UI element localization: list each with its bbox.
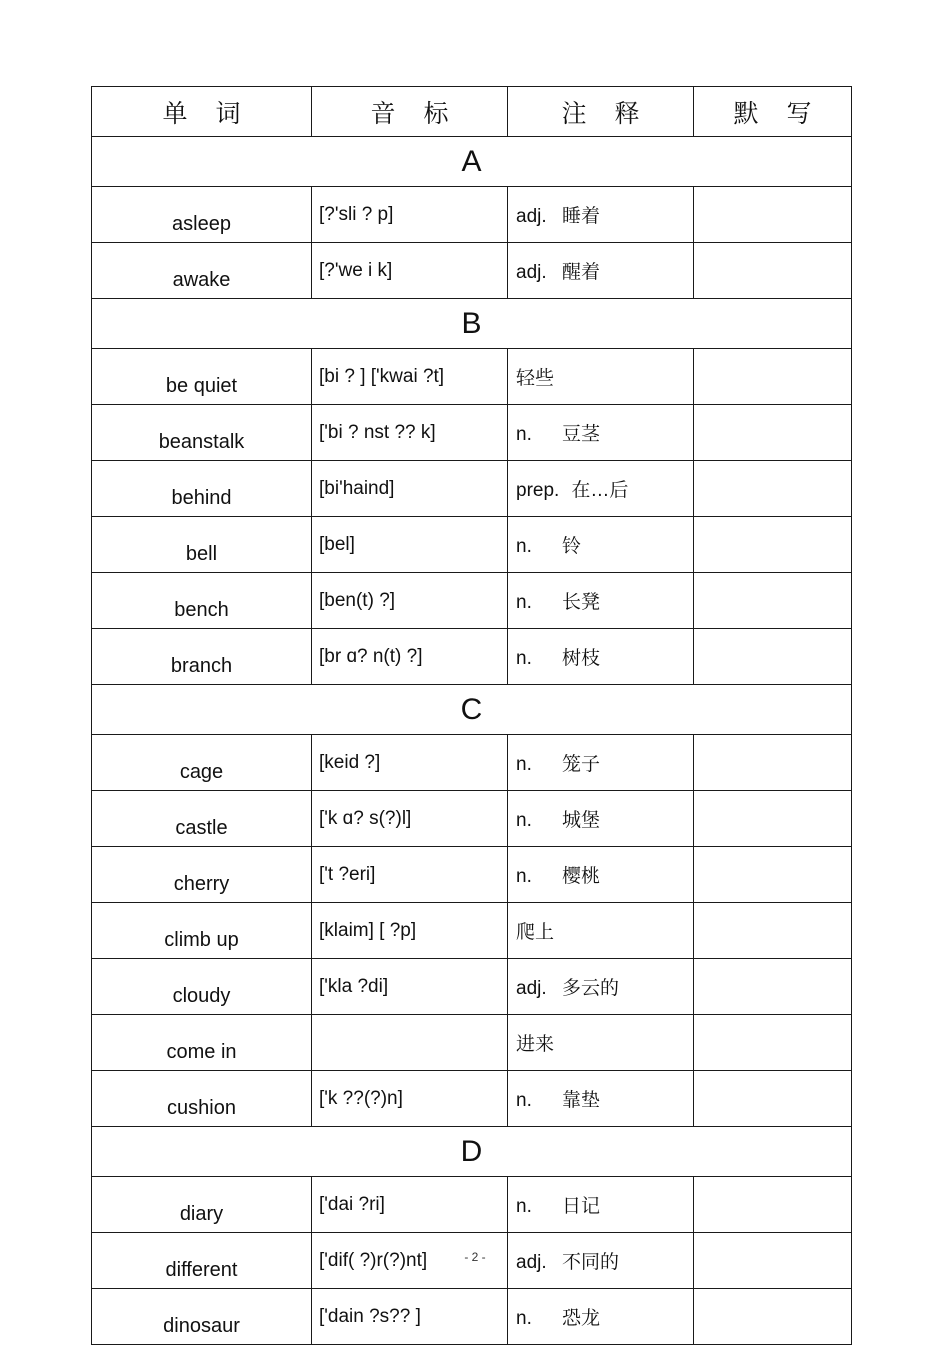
meaning-text: 靠垫 <box>562 1090 601 1111</box>
section-header-row <box>92 685 852 735</box>
meaning-cell <box>508 187 694 243</box>
word-cell: come in <box>92 1015 312 1071</box>
word-cell: cloudy <box>92 959 312 1015</box>
section-letter: D <box>92 1127 852 1177</box>
part-of-speech: adj. <box>516 1252 547 1273</box>
part-of-speech: n. <box>516 536 532 557</box>
word-cell: bell <box>92 517 312 573</box>
header-phonetic: 音标 <box>312 87 508 137</box>
dictation-cell[interactable] <box>694 405 852 461</box>
section-letter: C <box>92 685 852 735</box>
meaning-cell <box>508 517 694 573</box>
table-row <box>92 573 852 629</box>
part-of-speech: adj. <box>516 206 547 227</box>
part-of-speech: n. <box>516 810 532 831</box>
phonetic-cell: [?'sli ? p] <box>312 187 508 243</box>
table-row <box>92 735 852 791</box>
dictation-cell[interactable] <box>694 791 852 847</box>
meaning-text: 进来 <box>516 1034 555 1055</box>
table-row <box>92 903 852 959</box>
meaning-cell <box>508 735 694 791</box>
dictation-cell[interactable] <box>694 735 852 791</box>
section-header-row <box>92 299 852 349</box>
dictation-cell[interactable] <box>694 349 852 405</box>
part-of-speech: n. <box>516 866 532 887</box>
meaning-text: 笼子 <box>562 754 601 775</box>
meaning-cell <box>508 573 694 629</box>
header-meaning: 注释 <box>508 87 694 137</box>
word-cell: branch <box>92 629 312 685</box>
word-cell: beanstalk <box>92 405 312 461</box>
section-letter: B <box>92 299 852 349</box>
part-of-speech: n. <box>516 1090 532 1111</box>
meaning-text: 在…后 <box>571 480 629 501</box>
phonetic-cell: [keid ?] <box>312 735 508 791</box>
meaning-text: 轻些 <box>516 368 555 389</box>
word-cell: asleep <box>92 187 312 243</box>
dictation-cell[interactable] <box>694 461 852 517</box>
table-row <box>92 1071 852 1127</box>
phonetic-cell <box>312 1015 508 1071</box>
dictation-cell[interactable] <box>694 629 852 685</box>
part-of-speech: prep. <box>516 480 560 501</box>
section-letter: A <box>92 137 852 187</box>
word-cell: bench <box>92 573 312 629</box>
page-number: - 2 - <box>464 1250 486 1264</box>
meaning-text: 樱桃 <box>562 866 601 887</box>
meaning-cell <box>508 1289 694 1345</box>
meaning-cell <box>508 629 694 685</box>
meaning-cell <box>508 349 694 405</box>
meaning-text: 睡着 <box>562 206 601 227</box>
dictation-cell[interactable] <box>694 959 852 1015</box>
word-cell: awake <box>92 243 312 299</box>
meaning-text: 多云的 <box>562 978 620 999</box>
meaning-cell <box>508 243 694 299</box>
word-cell: climb up <box>92 903 312 959</box>
phonetic-cell: ['dai ?ri] <box>312 1177 508 1233</box>
table-row <box>92 349 852 405</box>
meaning-cell <box>508 1071 694 1127</box>
meaning-text: 树枝 <box>562 648 601 669</box>
part-of-speech: n. <box>516 1308 532 1329</box>
header-word: 单词 <box>92 87 312 137</box>
word-cell: different <box>92 1233 312 1289</box>
phonetic-cell: [bi'haind] <box>312 461 508 517</box>
dictation-cell[interactable] <box>694 1015 852 1071</box>
table-header-row <box>92 87 852 137</box>
table-row <box>92 1177 852 1233</box>
phonetic-cell: [?'we i k] <box>312 243 508 299</box>
table-row <box>92 1015 852 1071</box>
dictation-cell[interactable] <box>694 1177 852 1233</box>
meaning-text: 豆茎 <box>562 424 601 445</box>
meaning-text: 不同的 <box>562 1252 620 1273</box>
word-cell: cage <box>92 735 312 791</box>
word-cell: behind <box>92 461 312 517</box>
phonetic-cell: ['dain ?s?? ] <box>312 1289 508 1345</box>
table-row <box>92 959 852 1015</box>
meaning-text: 醒着 <box>562 262 601 283</box>
word-cell: cherry <box>92 847 312 903</box>
word-cell: dinosaur <box>92 1289 312 1345</box>
dictation-cell[interactable] <box>694 903 852 959</box>
vocabulary-table <box>91 86 852 1345</box>
table-row <box>92 791 852 847</box>
part-of-speech: n. <box>516 1196 532 1217</box>
phonetic-cell: ['kla ?di] <box>312 959 508 1015</box>
meaning-text: 恐龙 <box>562 1308 601 1329</box>
phonetic-cell: [bel] <box>312 517 508 573</box>
word-cell: castle <box>92 791 312 847</box>
phonetic-cell: ['k ɑ? s(?)l] <box>312 791 508 847</box>
table-row <box>92 629 852 685</box>
phonetic-cell: ['bi ? nst ?? k] <box>312 405 508 461</box>
header-dictation: 默写 <box>694 87 852 137</box>
part-of-speech: adj. <box>516 262 547 283</box>
table-row <box>92 517 852 573</box>
meaning-cell <box>508 903 694 959</box>
part-of-speech: adj. <box>516 978 547 999</box>
table-row <box>92 1289 852 1345</box>
meaning-cell <box>508 1177 694 1233</box>
meaning-text: 日记 <box>562 1196 601 1217</box>
dictation-cell[interactable] <box>694 517 852 573</box>
dictation-cell[interactable] <box>694 187 852 243</box>
word-cell: diary <box>92 1177 312 1233</box>
part-of-speech: n. <box>516 424 532 445</box>
phonetic-cell: [br ɑ? n(t) ?] <box>312 629 508 685</box>
word-cell: cushion <box>92 1071 312 1127</box>
dictation-cell[interactable] <box>694 243 852 299</box>
meaning-text: 铃 <box>562 536 582 557</box>
meaning-text: 长凳 <box>562 592 601 613</box>
table-body <box>92 137 852 1345</box>
meaning-cell <box>508 847 694 903</box>
phonetic-cell: [klaim] [ ?p] <box>312 903 508 959</box>
section-header-row <box>92 1127 852 1177</box>
table-row <box>92 243 852 299</box>
part-of-speech: n. <box>516 592 532 613</box>
phonetic-cell: ['dif( ?)r(?)nt] <box>312 1233 508 1289</box>
meaning-cell <box>508 461 694 517</box>
meaning-cell <box>508 405 694 461</box>
phonetic-cell: ['t ?eri] <box>312 847 508 903</box>
table-row <box>92 405 852 461</box>
table-row <box>92 461 852 517</box>
word-cell: be quiet <box>92 349 312 405</box>
phonetic-cell: ['k ??(?)n] <box>312 1071 508 1127</box>
dictation-cell[interactable] <box>694 1289 852 1345</box>
dictation-cell[interactable] <box>694 847 852 903</box>
meaning-cell <box>508 1015 694 1071</box>
part-of-speech: n. <box>516 754 532 775</box>
dictation-cell[interactable] <box>694 573 852 629</box>
phonetic-cell: [bi ? ] ['kwai ?t] <box>312 349 508 405</box>
meaning-text: 城堡 <box>562 810 601 831</box>
part-of-speech: n. <box>516 648 532 669</box>
meaning-cell <box>508 791 694 847</box>
meaning-text: 爬上 <box>516 922 555 943</box>
dictation-cell[interactable] <box>694 1071 852 1127</box>
phonetic-cell: [ben(t) ?] <box>312 573 508 629</box>
table-row <box>92 187 852 243</box>
section-header-row <box>92 137 852 187</box>
meaning-cell <box>508 959 694 1015</box>
table-row <box>92 847 852 903</box>
